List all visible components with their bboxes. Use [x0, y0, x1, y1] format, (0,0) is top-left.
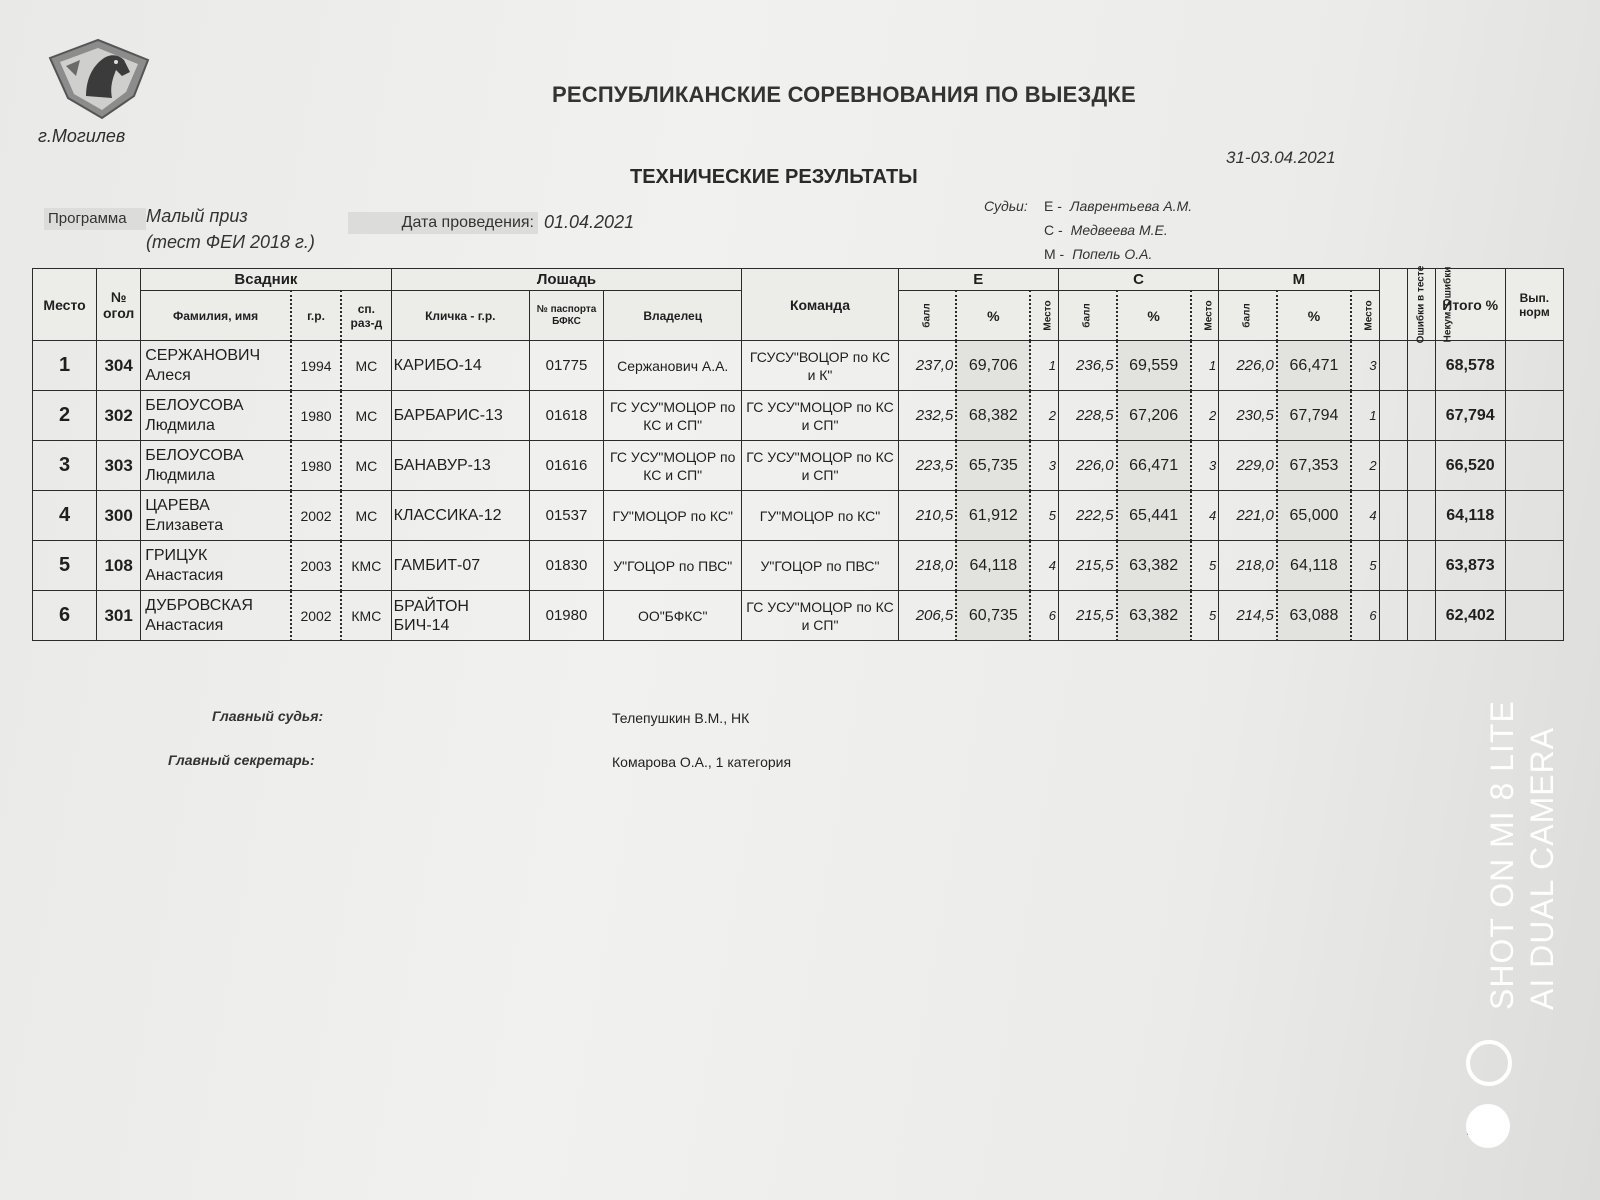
cell-norm	[1505, 541, 1563, 591]
rider-first-name: Людмила	[145, 416, 215, 434]
cell-e-pts: 206,5	[898, 591, 956, 641]
header-horse: Лошадь	[391, 269, 742, 291]
cell-c-plc: 2	[1191, 391, 1219, 441]
header-m-pts	[1219, 291, 1277, 341]
cell-e-plc: 4	[1030, 541, 1058, 591]
header-c-pts	[1058, 291, 1116, 341]
header-rider: Всадник	[141, 269, 391, 291]
cell-total: 68,578	[1435, 341, 1505, 391]
cell-errors-tech	[1407, 441, 1435, 491]
cell-e-pct: 69,706	[956, 341, 1030, 391]
cell-c-pct: 63,382	[1117, 591, 1191, 641]
program-label: Программа	[44, 208, 146, 230]
cell-place: 1	[33, 341, 97, 391]
cell-c-pts: 228,5	[1058, 391, 1116, 441]
cell-c-pct: 63,382	[1117, 541, 1191, 591]
cell-e-pts: 218,0	[898, 541, 956, 591]
cell-passport: 01618	[529, 391, 603, 441]
cell-norm	[1505, 491, 1563, 541]
cell-m-pct: 67,794	[1277, 391, 1351, 441]
cell-m-pts: 218,0	[1219, 541, 1277, 591]
cell-owner: ГС УСУ"МОЦОР по КС и СП"	[604, 391, 742, 441]
table-row	[33, 391, 1564, 441]
cell-bib: 300	[97, 491, 141, 541]
rider-last-name: БЕЛОУСОВА	[145, 446, 244, 464]
rider-first-name: Людмила	[145, 466, 215, 484]
cell-m-pct: 65,000	[1277, 491, 1351, 541]
cell-c-plc: 3	[1191, 441, 1219, 491]
cell-c-pct: 67,206	[1117, 391, 1191, 441]
header-e-plc	[1030, 291, 1058, 341]
rider-last-name: ГРИЦУК	[145, 546, 208, 564]
cell-c-plc: 5	[1191, 541, 1219, 591]
cell-total: 66,520	[1435, 441, 1505, 491]
judge-c-pos: С -	[1044, 222, 1063, 238]
cell-place: 5	[33, 541, 97, 591]
cell-norm	[1505, 441, 1563, 491]
cell-e-pct: 60,735	[956, 591, 1030, 641]
cell-c-pct: 66,471	[1117, 441, 1191, 491]
header-place: Место	[33, 269, 97, 341]
cell-rider	[141, 491, 291, 541]
date-value: 01.04.2021	[544, 212, 635, 232]
cell-owner: ГУ"МОЦОР по КС"	[604, 491, 742, 541]
cell-owner: У"ГОЦОР по ПВС"	[604, 541, 742, 591]
watermark-ring-icon	[1466, 1040, 1512, 1086]
header-c-pts-text: балл	[1081, 303, 1093, 328]
header-m-plc-text: Место	[1363, 300, 1375, 331]
judges-label: Судьи:	[984, 198, 1028, 214]
cell-e-pts: 232,5	[898, 391, 956, 441]
table-row	[33, 541, 1564, 591]
results-body	[33, 341, 1564, 641]
cell-place: 2	[33, 391, 97, 441]
cell-c-plc: 1	[1191, 341, 1219, 391]
judge-m	[1044, 246, 1152, 262]
cell-e-plc: 6	[1030, 591, 1058, 641]
cell-errors-test	[1379, 341, 1407, 391]
camera-watermark-line2: AI DUAL CAMERA	[1524, 726, 1560, 1010]
chief-judge-label: Главный судья:	[212, 708, 324, 724]
cell-rider	[141, 541, 291, 591]
program-value: Малый приз	[146, 206, 248, 226]
rider-first-name: Анастасия	[145, 616, 224, 634]
cell-c-pts: 215,5	[1058, 541, 1116, 591]
cell-errors-test	[1379, 491, 1407, 541]
cell-rider	[141, 391, 291, 441]
cell-e-pct: 65,735	[956, 441, 1030, 491]
cell-e-plc: 1	[1030, 341, 1058, 391]
cell-errors-tech	[1407, 491, 1435, 541]
cell-team: ГСУСУ"ВОЦОР по КС и К"	[742, 341, 898, 391]
cell-e-pct: 68,382	[956, 391, 1030, 441]
table-row	[33, 441, 1564, 491]
cell-rank: КМС	[341, 591, 391, 641]
cell-owner: Сержанович А.А.	[604, 341, 742, 391]
watermark-dot-icon	[1466, 1104, 1510, 1148]
cell-rank: МС	[341, 491, 391, 541]
cell-year: 2002	[291, 591, 341, 641]
header-errors-test	[1379, 265, 1426, 344]
cell-norm	[1505, 391, 1563, 441]
header-judge-c: C	[1058, 269, 1218, 291]
chief-judge-value: Телепушкин В.М., НК	[612, 710, 750, 726]
cell-m-pts: 230,5	[1219, 391, 1277, 441]
cell-horse: БАРБАРИС-13	[391, 391, 529, 441]
cell-m-plc: 1	[1351, 391, 1379, 441]
cell-errors-test	[1379, 591, 1407, 641]
header-bib: № огол	[97, 269, 141, 341]
cell-c-plc: 4	[1191, 491, 1219, 541]
rider-last-name: БЕЛОУСОВА	[145, 396, 244, 414]
cell-m-plc: 6	[1351, 591, 1379, 641]
cell-total: 63,873	[1435, 541, 1505, 591]
cell-passport: 01830	[529, 541, 603, 591]
cell-team: ГС УСУ"МОЦОР по КС и СП"	[742, 591, 898, 641]
cell-c-plc: 5	[1191, 591, 1219, 641]
cell-rider	[141, 441, 291, 491]
header-rider-year: г.р.	[291, 291, 341, 341]
header-judge-m: M	[1219, 269, 1379, 291]
cell-e-pct: 64,118	[956, 541, 1030, 591]
cell-c-pts: 226,0	[1058, 441, 1116, 491]
header-horse-name: Кличка - г.р.	[391, 291, 529, 341]
chief-secretary-value: Комарова О.А., 1 категория	[612, 754, 792, 770]
cell-m-pct: 66,471	[1277, 341, 1351, 391]
header-m-pts-text: балл	[1242, 303, 1254, 328]
cell-team: ГС УСУ"МОЦОР по КС и СП"	[742, 391, 898, 441]
rider-first-name: Елизавета	[145, 516, 224, 534]
cell-rider	[141, 341, 291, 391]
cell-errors-test	[1379, 391, 1407, 441]
cell-total: 62,402	[1435, 591, 1505, 641]
cell-year: 1980	[291, 441, 341, 491]
cell-horse: КАРИБО-14	[391, 341, 529, 391]
header-e-pct: %	[956, 291, 1030, 341]
header-c-plc	[1191, 291, 1219, 341]
results-table	[32, 265, 1564, 641]
cell-horse: БАНАВУР-13	[391, 441, 529, 491]
cell-c-pts: 222,5	[1058, 491, 1116, 541]
cell-e-pts: 210,5	[898, 491, 956, 541]
chief-secretary-label: Главный секретарь:	[168, 752, 315, 768]
cell-e-plc: 2	[1030, 391, 1058, 441]
cell-bib: 301	[97, 591, 141, 641]
cell-e-pts: 223,5	[898, 441, 956, 491]
program-test: (тест ФЕИ 2018 г.)	[146, 232, 315, 252]
camera-watermark-line1: SHOT ON MI 8 LITE	[1484, 700, 1520, 1010]
judge-m-pos: М -	[1044, 246, 1065, 262]
cell-year: 1994	[291, 341, 341, 391]
cell-team: У"ГОЦОР по ПВС"	[742, 541, 898, 591]
cell-m-plc: 2	[1351, 441, 1379, 491]
cell-m-plc: 5	[1351, 541, 1379, 591]
cell-place: 6	[33, 591, 97, 641]
judge-e	[1044, 198, 1192, 214]
table-row	[33, 491, 1564, 541]
cell-year: 2002	[291, 491, 341, 541]
cell-total: 67,794	[1435, 391, 1505, 441]
header-errors-tech-text: Некум. Ошибки	[1441, 266, 1453, 343]
cell-rank: МС	[341, 391, 391, 441]
header-owner: Владелец	[604, 291, 742, 341]
cell-m-pct: 64,118	[1277, 541, 1351, 591]
cell-rank: КМС	[341, 541, 391, 591]
cell-m-pts: 221,0	[1219, 491, 1277, 541]
cell-horse: КЛАССИКА-12	[391, 491, 529, 541]
table-row	[33, 591, 1564, 641]
cell-total: 64,118	[1435, 491, 1505, 541]
cell-bib: 304	[97, 341, 141, 391]
judge-c	[1044, 222, 1168, 238]
header-e-plc-text: Место	[1042, 300, 1054, 331]
cell-place: 4	[33, 491, 97, 541]
city-label: г.Могилев	[38, 126, 126, 146]
cell-errors-test	[1379, 441, 1407, 491]
cell-m-pct: 63,088	[1277, 591, 1351, 641]
header-m-plc	[1351, 291, 1379, 341]
header-passport: № паспорта БФКС	[529, 291, 603, 341]
document-subtitle: ТЕХНИЧЕСКИЕ РЕЗУЛЬТАТЫ	[630, 166, 918, 188]
cell-bib: 303	[97, 441, 141, 491]
cell-c-pct: 69,559	[1117, 341, 1191, 391]
header-rider-rank: сп. раз-д	[341, 291, 391, 341]
cell-bib: 108	[97, 541, 141, 591]
cell-year: 1980	[291, 391, 341, 441]
cell-m-plc: 3	[1351, 341, 1379, 391]
header-e-pts-text: балл	[921, 303, 933, 328]
cell-e-plc: 3	[1030, 441, 1058, 491]
cell-passport: 01980	[529, 591, 603, 641]
header-rider-name: Фамилия, имя	[141, 291, 291, 341]
event-date-range: 31-03.04.2021	[1226, 148, 1336, 167]
header-m-pct: %	[1277, 291, 1351, 341]
rider-last-name: СЕРЖАНОВИЧ	[145, 346, 261, 364]
cell-m-pts: 226,0	[1219, 341, 1277, 391]
cell-e-pct: 61,912	[956, 491, 1030, 541]
cell-m-pts: 229,0	[1219, 441, 1277, 491]
header-team: Команда	[742, 269, 898, 341]
cell-horse: БРАЙТОН БИЧ-14	[391, 591, 529, 641]
cell-rank: МС	[341, 341, 391, 391]
cell-e-pts: 237,0	[898, 341, 956, 391]
cell-errors-tech	[1407, 391, 1435, 441]
cell-passport: 01775	[529, 341, 603, 391]
cell-place: 3	[33, 441, 97, 491]
cell-rider	[141, 591, 291, 641]
cell-c-pct: 65,441	[1117, 491, 1191, 541]
cell-rank: МС	[341, 441, 391, 491]
header-norm: Вып. норм	[1505, 269, 1563, 341]
cell-errors-tech	[1407, 591, 1435, 641]
cell-m-pct: 67,353	[1277, 441, 1351, 491]
header-e-pts	[898, 291, 956, 341]
horse-logo-icon	[46, 36, 152, 120]
header-c-plc-text: Место	[1203, 300, 1215, 331]
cell-bib: 302	[97, 391, 141, 441]
cell-norm	[1505, 591, 1563, 641]
rider-last-name: ЦАРЕВА	[145, 496, 210, 514]
cell-passport: 01537	[529, 491, 603, 541]
cell-horse: ГАМБИТ-07	[391, 541, 529, 591]
judge-c-name: Медвеева М.Е.	[1070, 222, 1168, 238]
cell-c-pts: 236,5	[1058, 341, 1116, 391]
cell-m-plc: 4	[1351, 491, 1379, 541]
rider-first-name: Алеся	[145, 366, 191, 384]
header-errors-test-text: Ошибки в тесте	[1414, 265, 1426, 344]
judge-m-name: Попель О.А.	[1072, 246, 1153, 262]
cell-m-pts: 214,5	[1219, 591, 1277, 641]
rider-last-name: ДУБРОВСКАЯ	[145, 596, 253, 614]
header-c-pct: %	[1117, 291, 1191, 341]
rider-first-name: Анастасия	[145, 566, 224, 584]
cell-team: ГС УСУ"МОЦОР по КС и СП"	[742, 441, 898, 491]
header-judge-e: E	[898, 269, 1058, 291]
judge-e-name: Лаврентьева А.М.	[1069, 198, 1193, 214]
cell-passport: 01616	[529, 441, 603, 491]
cell-c-pts: 215,5	[1058, 591, 1116, 641]
header-total: Итого %	[1435, 269, 1505, 341]
table-row	[33, 341, 1564, 391]
cell-errors-tech	[1407, 341, 1435, 391]
cell-owner: ГС УСУ"МОЦОР по КС и СП"	[604, 441, 742, 491]
cell-team: ГУ"МОЦОР по КС"	[742, 491, 898, 541]
cell-errors-test	[1379, 541, 1407, 591]
cell-year: 2003	[291, 541, 341, 591]
date-label: Дата проведения:	[348, 212, 538, 234]
cell-e-plc: 5	[1030, 491, 1058, 541]
cell-owner: ОО"БФКС"	[604, 591, 742, 641]
judge-e-pos: Е -	[1044, 198, 1062, 214]
cell-norm	[1505, 341, 1563, 391]
cell-errors-tech	[1407, 541, 1435, 591]
document-title: РЕСПУБЛИКАНСКИЕ СОРЕВНОВАНИЯ ПО ВЫЕЗДКЕ	[552, 82, 1136, 107]
